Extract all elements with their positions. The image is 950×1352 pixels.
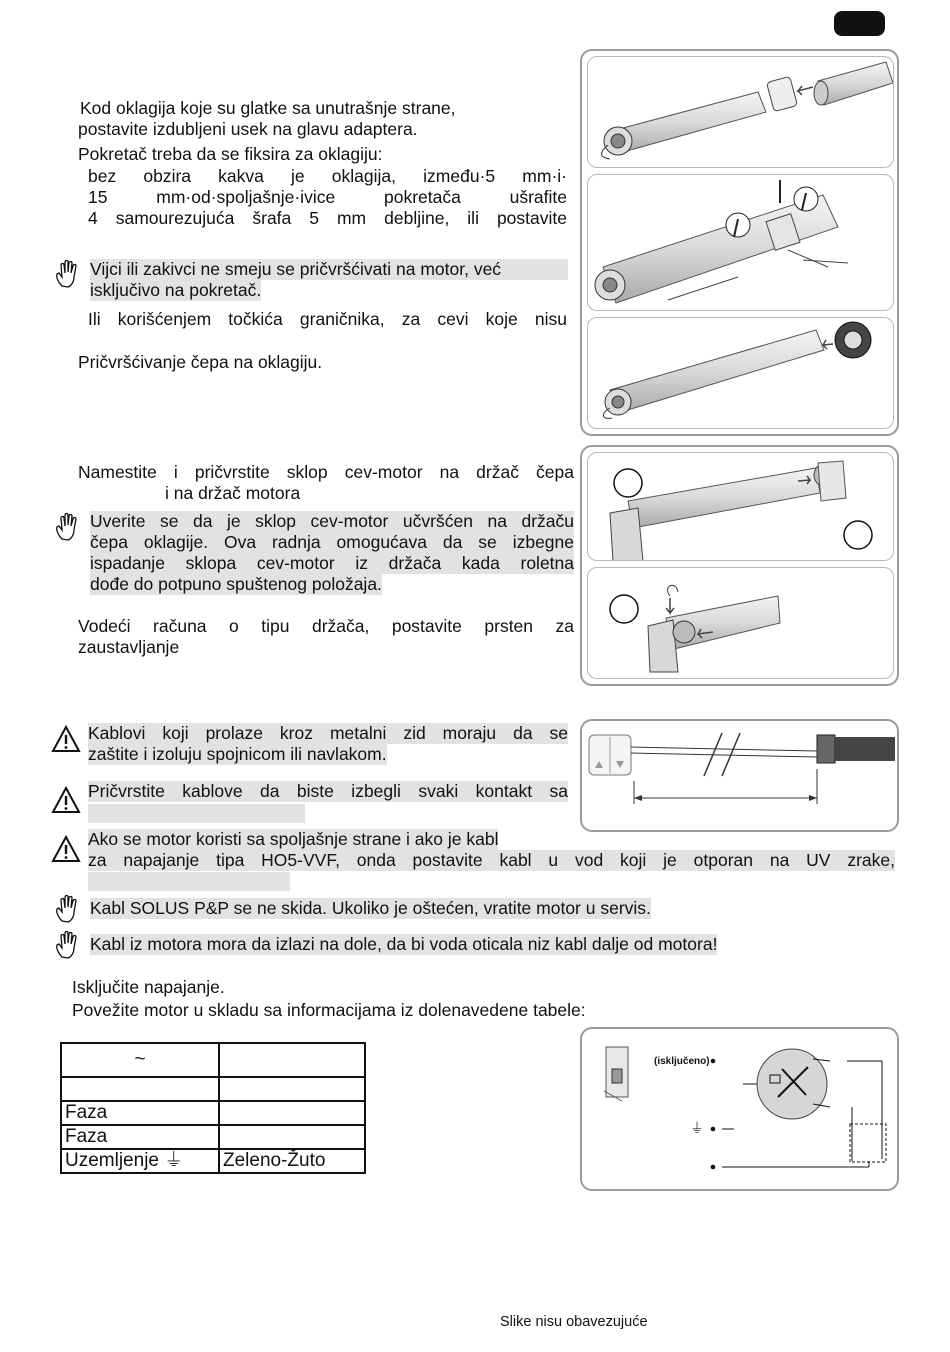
stop-ring-illustration <box>588 568 893 678</box>
table-row <box>61 1043 365 1077</box>
s2-note <box>90 511 574 595</box>
s2-note-line-1: Uverite se da je sklop cev-motor učvršćen na držaču <box>90 511 574 531</box>
table-row <box>61 1101 365 1125</box>
warning-icon <box>51 834 81 864</box>
s2-line-4: zaustavljanje <box>78 637 180 657</box>
page-badge <box>834 11 885 36</box>
bracket-illustration <box>588 453 893 560</box>
warning-3-line-2: za napajanje tipa HO5-VVF, onda postavite kabl u vod koji je otporan na UV zrake, <box>88 850 895 870</box>
stopper-illustration <box>588 318 893 428</box>
s4-line-1: Isključite napajanje. <box>72 977 225 997</box>
figure-panel-mounting <box>580 49 899 436</box>
warning-2 <box>88 781 568 823</box>
table-cell <box>61 1077 219 1101</box>
s2-note-line-4: dođe do potpuno spuštenog položaja. <box>90 574 382 594</box>
hand-note-icon <box>53 512 83 542</box>
table-header-symbol: ~ <box>61 1043 219 1077</box>
adapter-illustration <box>588 57 893 167</box>
table-row <box>61 1077 365 1101</box>
warning-icon <box>51 724 81 754</box>
table-cell <box>219 1125 365 1149</box>
s1-line-2: postavite izdubljeni usek na glavu adaptera. <box>78 119 418 139</box>
s2-line-2: i na držač motora <box>165 483 301 503</box>
table-cell: Faza <box>61 1101 219 1125</box>
hand-note-icon <box>53 930 83 960</box>
warning-icon <box>51 785 81 815</box>
warning-2-blank-highlight <box>88 804 305 823</box>
table-cell <box>219 1077 365 1101</box>
table-row <box>61 1125 365 1149</box>
table-row <box>61 1149 365 1173</box>
figure-adapter <box>587 56 894 168</box>
table-cell <box>219 1043 365 1077</box>
s1-line-5: 15 mm·od·spoljašnje·ivice pokretača ušrafite <box>88 187 567 207</box>
s1-line-7: Ili korišćenjem točkića graničnika, za cevi koje nisu <box>88 309 567 329</box>
warning-3 <box>88 829 895 891</box>
ground-symbol-icon: ⏚ <box>690 1121 704 1137</box>
s1-note-line-2: isključivo na pokretač. <box>90 280 262 300</box>
warning-1-line-2: zaštite i izoluju spojnicom ili navlakom. <box>88 744 387 764</box>
s4-line-2: Povežite motor u skladu sa informacijama iz dolenavedene tabele: <box>72 1000 586 1020</box>
hand-note-icon <box>53 894 83 924</box>
figure-panel-cable <box>580 719 899 832</box>
table-cell: Uzemljenje ⏚ <box>61 1149 219 1173</box>
figure-screws <box>587 174 894 311</box>
s1-note-line-1: Vijci ili zakivci ne smeju se pričvršćivati na motor, već <box>90 259 568 280</box>
hand-note-icon <box>53 259 83 289</box>
diagram-label-off: (isključeno) <box>654 1056 710 1067</box>
wiring-table <box>60 1042 366 1174</box>
s2-note-line-2: čepa oklagije. Ova radnja omogućava da se izbegne <box>90 532 574 552</box>
note-cable-down: Kabl iz motora mora da izlazi na dole, da bi voda oticala niz kabl dalje od motora! <box>90 934 718 954</box>
s2-line-3: Vodeći računa o tipu držača, postavite prsten za <box>78 616 574 636</box>
s1-line-1: Kod oklagija koje su glatke sa unutrašnje strane, <box>80 98 456 118</box>
wiring-illustration <box>582 1029 897 1189</box>
s1-line-3: Pokretač treba da se fiksira za oklagiju: <box>78 144 383 164</box>
figure-panel-wiring <box>580 1027 899 1191</box>
figure-stopper-wheel <box>587 317 894 429</box>
s2-note-line-3: ispadanje sklopa cev-motor iz držača kada roletna <box>90 553 574 573</box>
s2-line-1: Namestite i pričvrstite sklop cev-motor na držač čepa <box>78 462 574 482</box>
warning-3-blank-highlight <box>88 872 290 891</box>
warning-3-line-1: Ako se motor koristi sa spoljašnje strane i ako je kabl <box>88 829 499 849</box>
warning-1 <box>88 723 568 765</box>
warning-1-line-1: Kablovi koji prolaze kroz metalni zid moraju da se <box>88 723 568 743</box>
table-cell: Faza <box>61 1125 219 1149</box>
note-cable-solus: Kabl SOLUS P&P se ne skida. Ukoliko je oštećen, vratite motor u servis. <box>90 898 651 918</box>
table-cell: Zeleno-Žuto <box>219 1149 365 1173</box>
table-cell <box>219 1101 365 1125</box>
s1-line-4: bez obzira kakva je oklagija, između·5 mm·i· <box>88 166 567 186</box>
s1-line-8: Pričvršćivanje čepa na oklagiju. <box>78 352 323 372</box>
figure-bracket-assembly <box>587 452 894 561</box>
figure-stop-ring <box>587 567 894 679</box>
footer-note: Slike nisu obavezujuće <box>500 1314 648 1330</box>
s1-line-6: 4 samourezujuća šrafa 5 mm debljine, ili postavite <box>88 208 567 228</box>
figure-panel-brackets <box>580 445 899 686</box>
screws-illustration <box>588 175 893 310</box>
warning-2-line-1: Pričvrstite kablove da biste izbegli svaki kontakt sa <box>88 781 568 801</box>
cable-illustration <box>582 721 897 830</box>
s1-note <box>90 259 568 301</box>
